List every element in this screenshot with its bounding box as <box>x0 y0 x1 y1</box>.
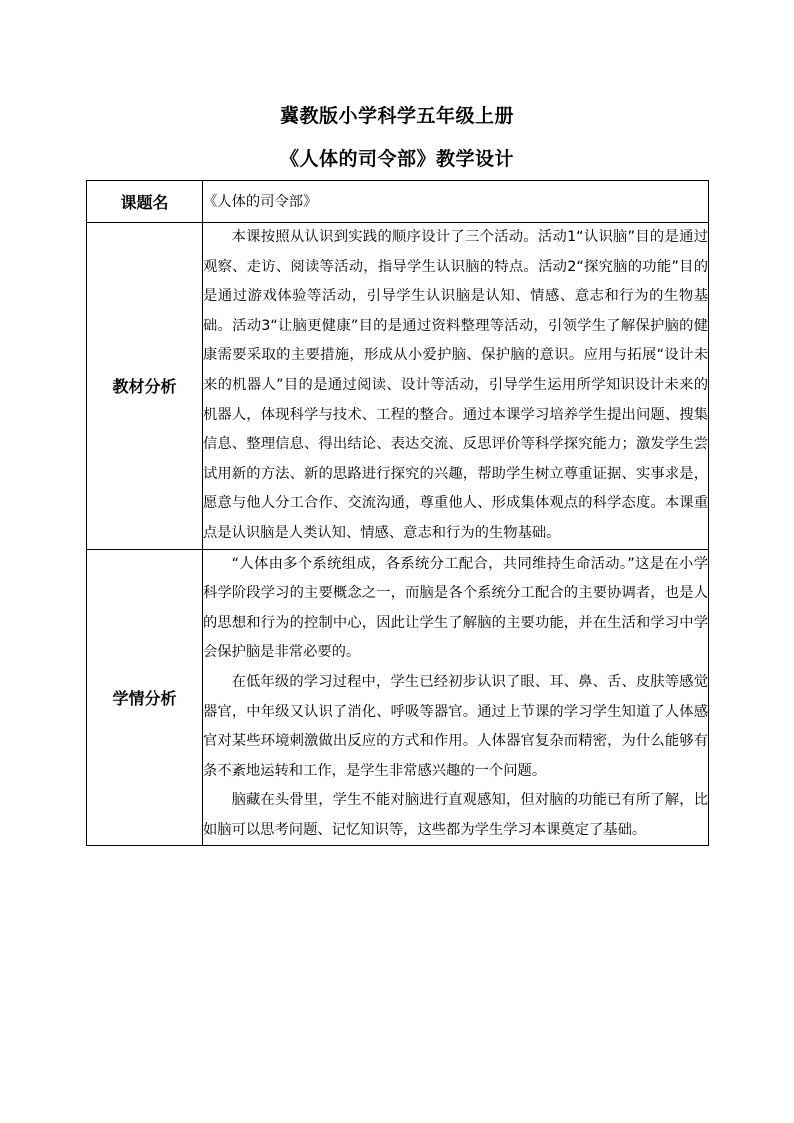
student-analysis-paragraph-3: 脑藏在头骨里，学生不能对脑进行直观感知，但对脑的功能已有所了解，比如脑可以思考问题、记忆知识等，这些都为学生学习本课奠定了基础。 <box>203 792 708 838</box>
row-label-student-analysis: 学情分析 <box>87 549 203 846</box>
row-content-material-analysis <box>203 223 709 550</box>
table-row-student-analysis <box>87 549 709 846</box>
table-row-lesson-name <box>87 181 709 223</box>
lesson-design-table <box>86 180 709 846</box>
row-content-student-analysis <box>203 549 709 846</box>
row-label-lesson-name: 课题名 <box>87 181 203 223</box>
row-content-lesson-name <box>203 181 709 223</box>
table-row-material-analysis <box>87 223 709 550</box>
document-subtitle: 《人体的司令部》教学设计 <box>279 148 514 170</box>
student-analysis-paragraph-1: “人体由多个系统组成，各系统分工配合，共同维持生命活动。”这是在小学科学阶段学习的主要概念之一，而脑是各个系统分工配合的主要协调者，也是人的思想和行为的控制中心，因此让学生了解脑的主要功能，并在生活和学习中学会保护脑是非常必要的。 <box>203 555 708 661</box>
lesson-name-value: 《人体的司令部》 <box>203 194 318 210</box>
student-analysis-paragraph-2: 在低年级的学习过程中，学生已经初步认识了眼、耳、鼻、舌、皮肤等感觉器官，中年级又认识了消化、呼吸等器官。通过上节课的学习学生知道了人体感官对某些环境刺激做出反应的方式和作用。人体器官复杂而精密，为什么能够有条不紊地运转和工作，是学生非常感兴趣的一个问题。 <box>203 673 708 779</box>
document-title: 冀教版小学科学五年级上册 <box>279 105 514 127</box>
row-label-material-analysis: 教材分析 <box>87 223 203 550</box>
material-analysis-paragraph: 本课按照从认识到实践的顺序设计了三个活动。活动1“认识脑”目的是通过观察、走访、阅读等活动，指导学生认识脑的特点。活动2“探究脑的功能”目的是通过游戏体验等活动，引导学生认识脑是认知、情感、意志和行为的生物基础。活动3“让脑更健康”目的是通过资料整理等活动，引领学生了解保护脑的健康需要采取的主要措施，形成从小爱护脑、保护脑的意识。应用与拓展“设计未来的机器人”目的是通过阅读、设计等活动，引导学生运用所学知识设计未来的机器人，体现科学与技术、工程的整合。通过本课学习培养学生提出问题、搜集信息、整理信息、得出结论、表达交流、反思评价等科学探究能力；激发学生尝试用新的方法、新的思路进行探究的兴趣，帮助学生树立尊重证据、实事求是，愿意与他人分工合作、交流沟通，尊重他人、形成集体观点的科学态度。本课重点是认识脑是人类认知、情感、意志和行为的生物基础。 <box>203 229 708 541</box>
